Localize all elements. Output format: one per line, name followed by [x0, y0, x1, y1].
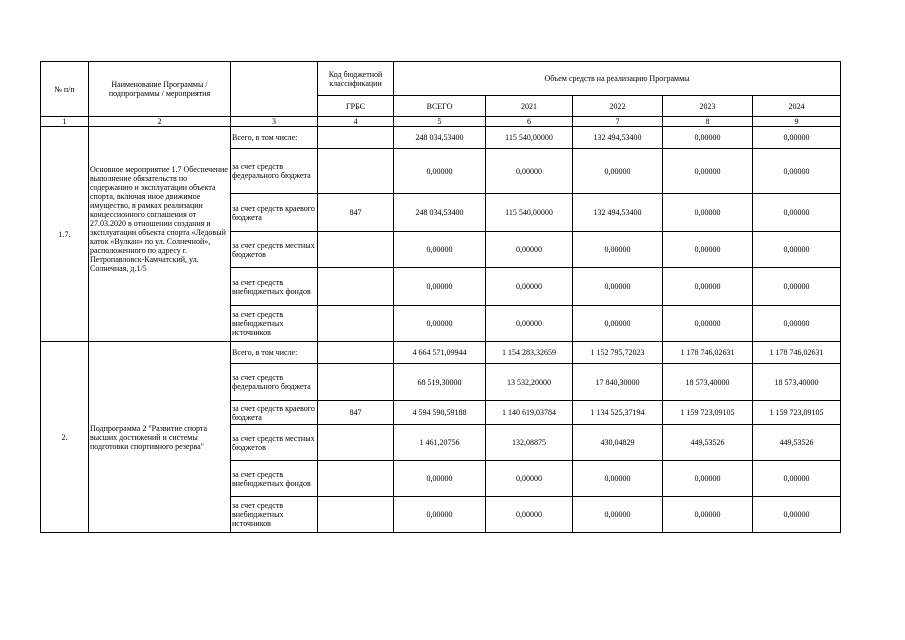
col-number: 3 [231, 117, 318, 127]
source-label: Всего, в том числе: [231, 342, 318, 364]
source-label: за счет средств краевого бюджета [231, 194, 318, 232]
value-cell: 0,00000 [753, 306, 841, 342]
source-label: за счет средств федерального бюджета [231, 149, 318, 194]
grbs-cell [318, 232, 394, 268]
value-cell: 0,00000 [753, 127, 841, 149]
header-volume: Объем средств на реализацию Программы [394, 62, 841, 96]
value-cell: 0,00000 [573, 149, 663, 194]
header-grbs: ГРБС [318, 96, 394, 117]
value-cell: 449,53526 [663, 425, 753, 461]
value-cell: 132 494,53400 [573, 127, 663, 149]
value-cell: 0,00000 [753, 194, 841, 232]
budget-table [40, 61, 841, 533]
value-cell: 0,00000 [663, 127, 753, 149]
value-cell: 0,00000 [663, 194, 753, 232]
col-number: 9 [753, 117, 841, 127]
source-label: за счет средств внебюджетных источников [231, 306, 318, 342]
section-num: 1.7. [41, 127, 89, 342]
value-cell: 0,00000 [573, 232, 663, 268]
value-cell: 0,00000 [486, 268, 573, 306]
source-label: за счет средств краевого бюджета [231, 401, 318, 425]
col-number: 4 [318, 117, 394, 127]
value-cell: 1 140 619,03784 [486, 401, 573, 425]
value-cell: 115 540,00000 [486, 127, 573, 149]
value-cell: 248 034,53400 [394, 127, 486, 149]
value-cell: 0,00000 [573, 461, 663, 497]
value-cell: 0,00000 [753, 497, 841, 533]
value-cell: 0,00000 [753, 268, 841, 306]
value-cell: 0,00000 [486, 306, 573, 342]
source-label: за счет средств внебюджетных фондов [231, 461, 318, 497]
col-number: 7 [573, 117, 663, 127]
value-cell: 0,00000 [753, 461, 841, 497]
source-label: за счет средств местных бюджетов [231, 425, 318, 461]
table-body [41, 127, 841, 533]
section-name: Основное мероприятие 1.7 Обеспечение выполнение обязательств по содержанию и эксплуатации объекта спорта, включая иное движимое имущество, в рамках реализации концессионного соглашения от 27.03.2020 в отношении создания и эксплуатации объекта спорта «Ледовый каток «Вулкан» по ул. Солнечной», расположенного по адресу г. Петропавловск-Камчатский, ул. Солнечная, д.1/5 [89, 127, 231, 342]
value-cell: 1 461,20756 [394, 425, 486, 461]
value-cell: 0,00000 [486, 232, 573, 268]
header-total: ВСЕГО [394, 96, 486, 117]
source-label: за счет средств внебюджетных источников [231, 497, 318, 533]
grbs-cell [318, 425, 394, 461]
value-cell: 0,00000 [663, 461, 753, 497]
table-header [41, 62, 841, 127]
value-cell: 1 178 746,02631 [753, 342, 841, 364]
grbs-cell [318, 497, 394, 533]
value-cell: 0,00000 [394, 149, 486, 194]
header-year-2022: 2022 [573, 96, 663, 117]
value-cell: 248 034,53400 [394, 194, 486, 232]
source-label: Всего, в том числе: [231, 127, 318, 149]
value-cell: 1 152 795,72023 [573, 342, 663, 364]
header-num: № п/п [41, 62, 89, 117]
value-cell: 0,00000 [663, 268, 753, 306]
value-cell: 4 664 571,09944 [394, 342, 486, 364]
value-cell: 0,00000 [663, 232, 753, 268]
header-code: Код бюджетной классификации [318, 62, 394, 96]
value-cell: 0,00000 [663, 149, 753, 194]
value-cell: 0,00000 [394, 497, 486, 533]
value-cell: 115 540,00000 [486, 194, 573, 232]
grbs-cell [318, 306, 394, 342]
grbs-cell [318, 461, 394, 497]
col-number: 1 [41, 117, 89, 127]
source-label: за счет средств местных бюджетов [231, 232, 318, 268]
value-cell: 0,00000 [486, 497, 573, 533]
col-number: 8 [663, 117, 753, 127]
value-cell: 18 573,40000 [753, 364, 841, 401]
value-cell: 1 154 283,32659 [486, 342, 573, 364]
section-name: Подпрограмма 2 "Развитие спорта высших достижений и системы подготовки спортивного резерва" [89, 342, 231, 533]
header-year-2021: 2021 [486, 96, 573, 117]
section-num: 2. [41, 342, 89, 533]
value-cell: 0,00000 [394, 268, 486, 306]
value-cell: 0,00000 [486, 149, 573, 194]
grbs-cell: 847 [318, 194, 394, 232]
value-cell: 0,00000 [573, 497, 663, 533]
value-cell: 0,00000 [394, 306, 486, 342]
value-cell: 0,00000 [753, 149, 841, 194]
grbs-cell [318, 364, 394, 401]
value-cell: 0,00000 [663, 306, 753, 342]
value-cell: 17 840,30000 [573, 364, 663, 401]
value-cell: 430,04829 [573, 425, 663, 461]
value-cell: 0,00000 [394, 461, 486, 497]
value-cell: 0,00000 [486, 461, 573, 497]
value-cell: 132 494,53400 [573, 194, 663, 232]
grbs-cell [318, 149, 394, 194]
value-cell: 4 594 590,59188 [394, 401, 486, 425]
value-cell: 18 573,40000 [663, 364, 753, 401]
value-cell: 1 178 746,02631 [663, 342, 753, 364]
value-cell: 132,08875 [486, 425, 573, 461]
value-cell: 1 159 723,09105 [753, 401, 841, 425]
value-cell: 0,00000 [394, 232, 486, 268]
table-row [41, 342, 841, 364]
header-source-blank [231, 62, 318, 117]
value-cell: 449,53526 [753, 425, 841, 461]
value-cell: 68 519,30000 [394, 364, 486, 401]
header-name: Наименование Программы / подпрограммы / мероприятия [89, 62, 231, 117]
col-number: 5 [394, 117, 486, 127]
grbs-cell [318, 342, 394, 364]
table-row [41, 127, 841, 149]
value-cell: 1 134 525,37194 [573, 401, 663, 425]
value-cell: 0,00000 [573, 306, 663, 342]
value-cell: 0,00000 [663, 497, 753, 533]
value-cell: 13 532,20000 [486, 364, 573, 401]
grbs-cell [318, 127, 394, 149]
header-year-2024: 2024 [753, 96, 841, 117]
source-label: за счет средств внебюджетных фондов [231, 268, 318, 306]
value-cell: 1 159 723,09105 [663, 401, 753, 425]
col-number: 2 [89, 117, 231, 127]
value-cell: 0,00000 [753, 232, 841, 268]
source-label: за счет средств федерального бюджета [231, 364, 318, 401]
header-year-2023: 2023 [663, 96, 753, 117]
grbs-cell: 847 [318, 401, 394, 425]
grbs-cell [318, 268, 394, 306]
col-number: 6 [486, 117, 573, 127]
value-cell: 0,00000 [573, 268, 663, 306]
